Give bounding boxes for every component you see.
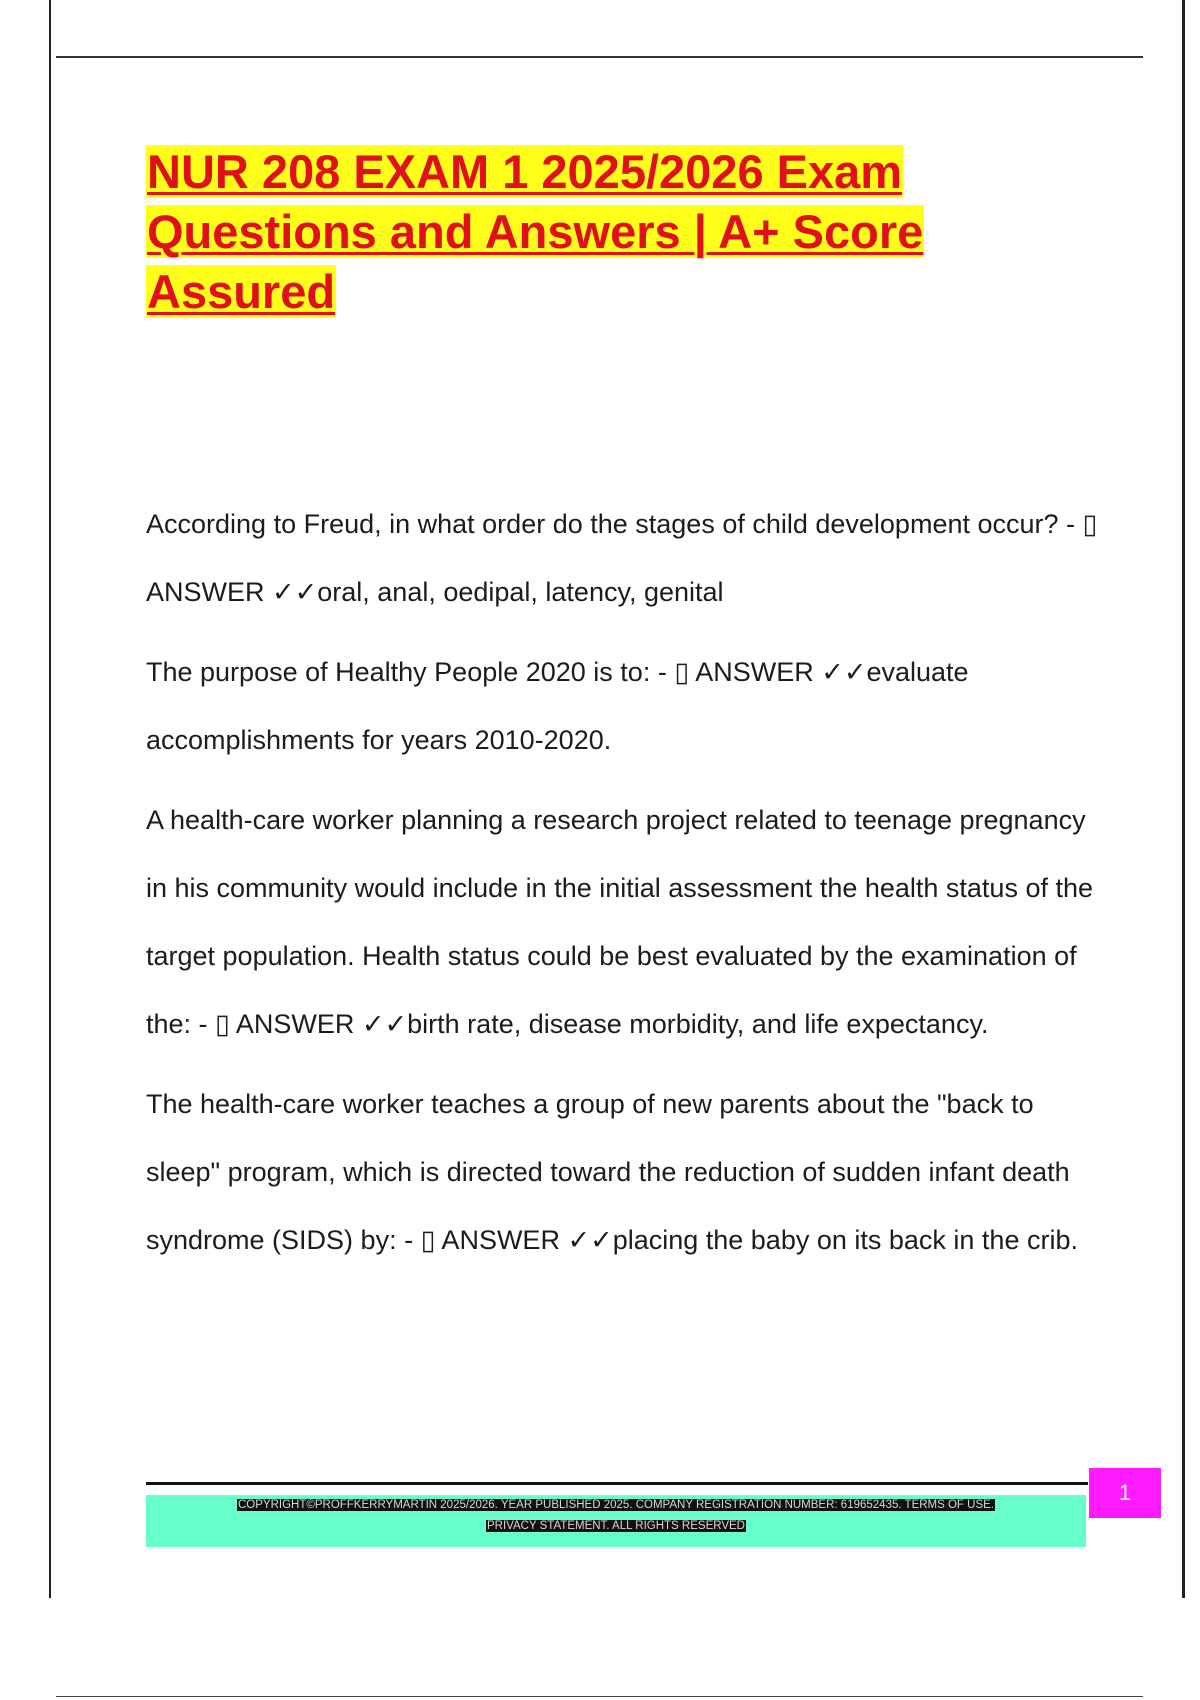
document-title	[146, 142, 1046, 322]
question-text: The purpose of Healthy People 2020 is to: -	[146, 657, 675, 687]
answer-marker: ▯ ANSWER ✓✓	[215, 1009, 408, 1039]
document-title-text: NUR 208 EXAM 1 2025/2026 Exam Questions and Answers | A+ Score Assured	[147, 145, 924, 318]
qa-content	[146, 490, 1106, 1286]
qa-item	[146, 1070, 1106, 1274]
qa-item	[146, 786, 1106, 1058]
question-text: A health-care worker planning a research project related to teenage pregnancy in his community would include in the initial assessment the health status of the target population. Health status could be best evaluated by the examination of the: -	[146, 805, 1094, 1039]
next-page-rule	[56, 1696, 1143, 1697]
answer-text: placing the baby on its back in the crib.	[612, 1225, 1078, 1255]
copyright-line-2: PRIVACY STATEMENT. ALL RIGHTS RESERVED	[487, 1520, 745, 1532]
copyright-line-1: COPYRIGHT©PROFFKERRYMARTIN 2025/2026. YEAR PUBLISHED 2025. COMPANY REGISTRATION NUMBER: 619652435. TERMS OF USE.	[238, 1499, 994, 1511]
answer-text: oral, anal, oedipal, latency, genital	[317, 577, 724, 607]
qa-item	[146, 490, 1106, 626]
footer-rule	[146, 1482, 1088, 1485]
answer-marker: ▯ ANSWER ✓✓	[146, 509, 1098, 607]
page-right-border	[1182, 0, 1185, 1598]
answer-text: birth rate, disease morbidity, and life expectancy.	[407, 1009, 989, 1039]
answer-marker: ▯ ANSWER ✓✓	[674, 657, 867, 687]
copyright-footer	[146, 1495, 1086, 1547]
page-left-border	[49, 0, 51, 1598]
qa-item	[146, 638, 1106, 774]
page-number-badge: 1	[1089, 1468, 1161, 1518]
header-rule	[56, 56, 1143, 58]
answer-text: evaluate accomplishments for years 2010-2020.	[146, 657, 969, 755]
answer-marker: ▯ ANSWER ✓✓	[420, 1225, 613, 1255]
question-text: According to Freud, in what order do the stages of child development occur? -	[146, 509, 1083, 539]
question-text: The health-care worker teaches a group of new parents about the "back to sleep" program, which is directed toward the reduction of sudden infant death syndrome (SIDS) by: -	[146, 1089, 1070, 1255]
